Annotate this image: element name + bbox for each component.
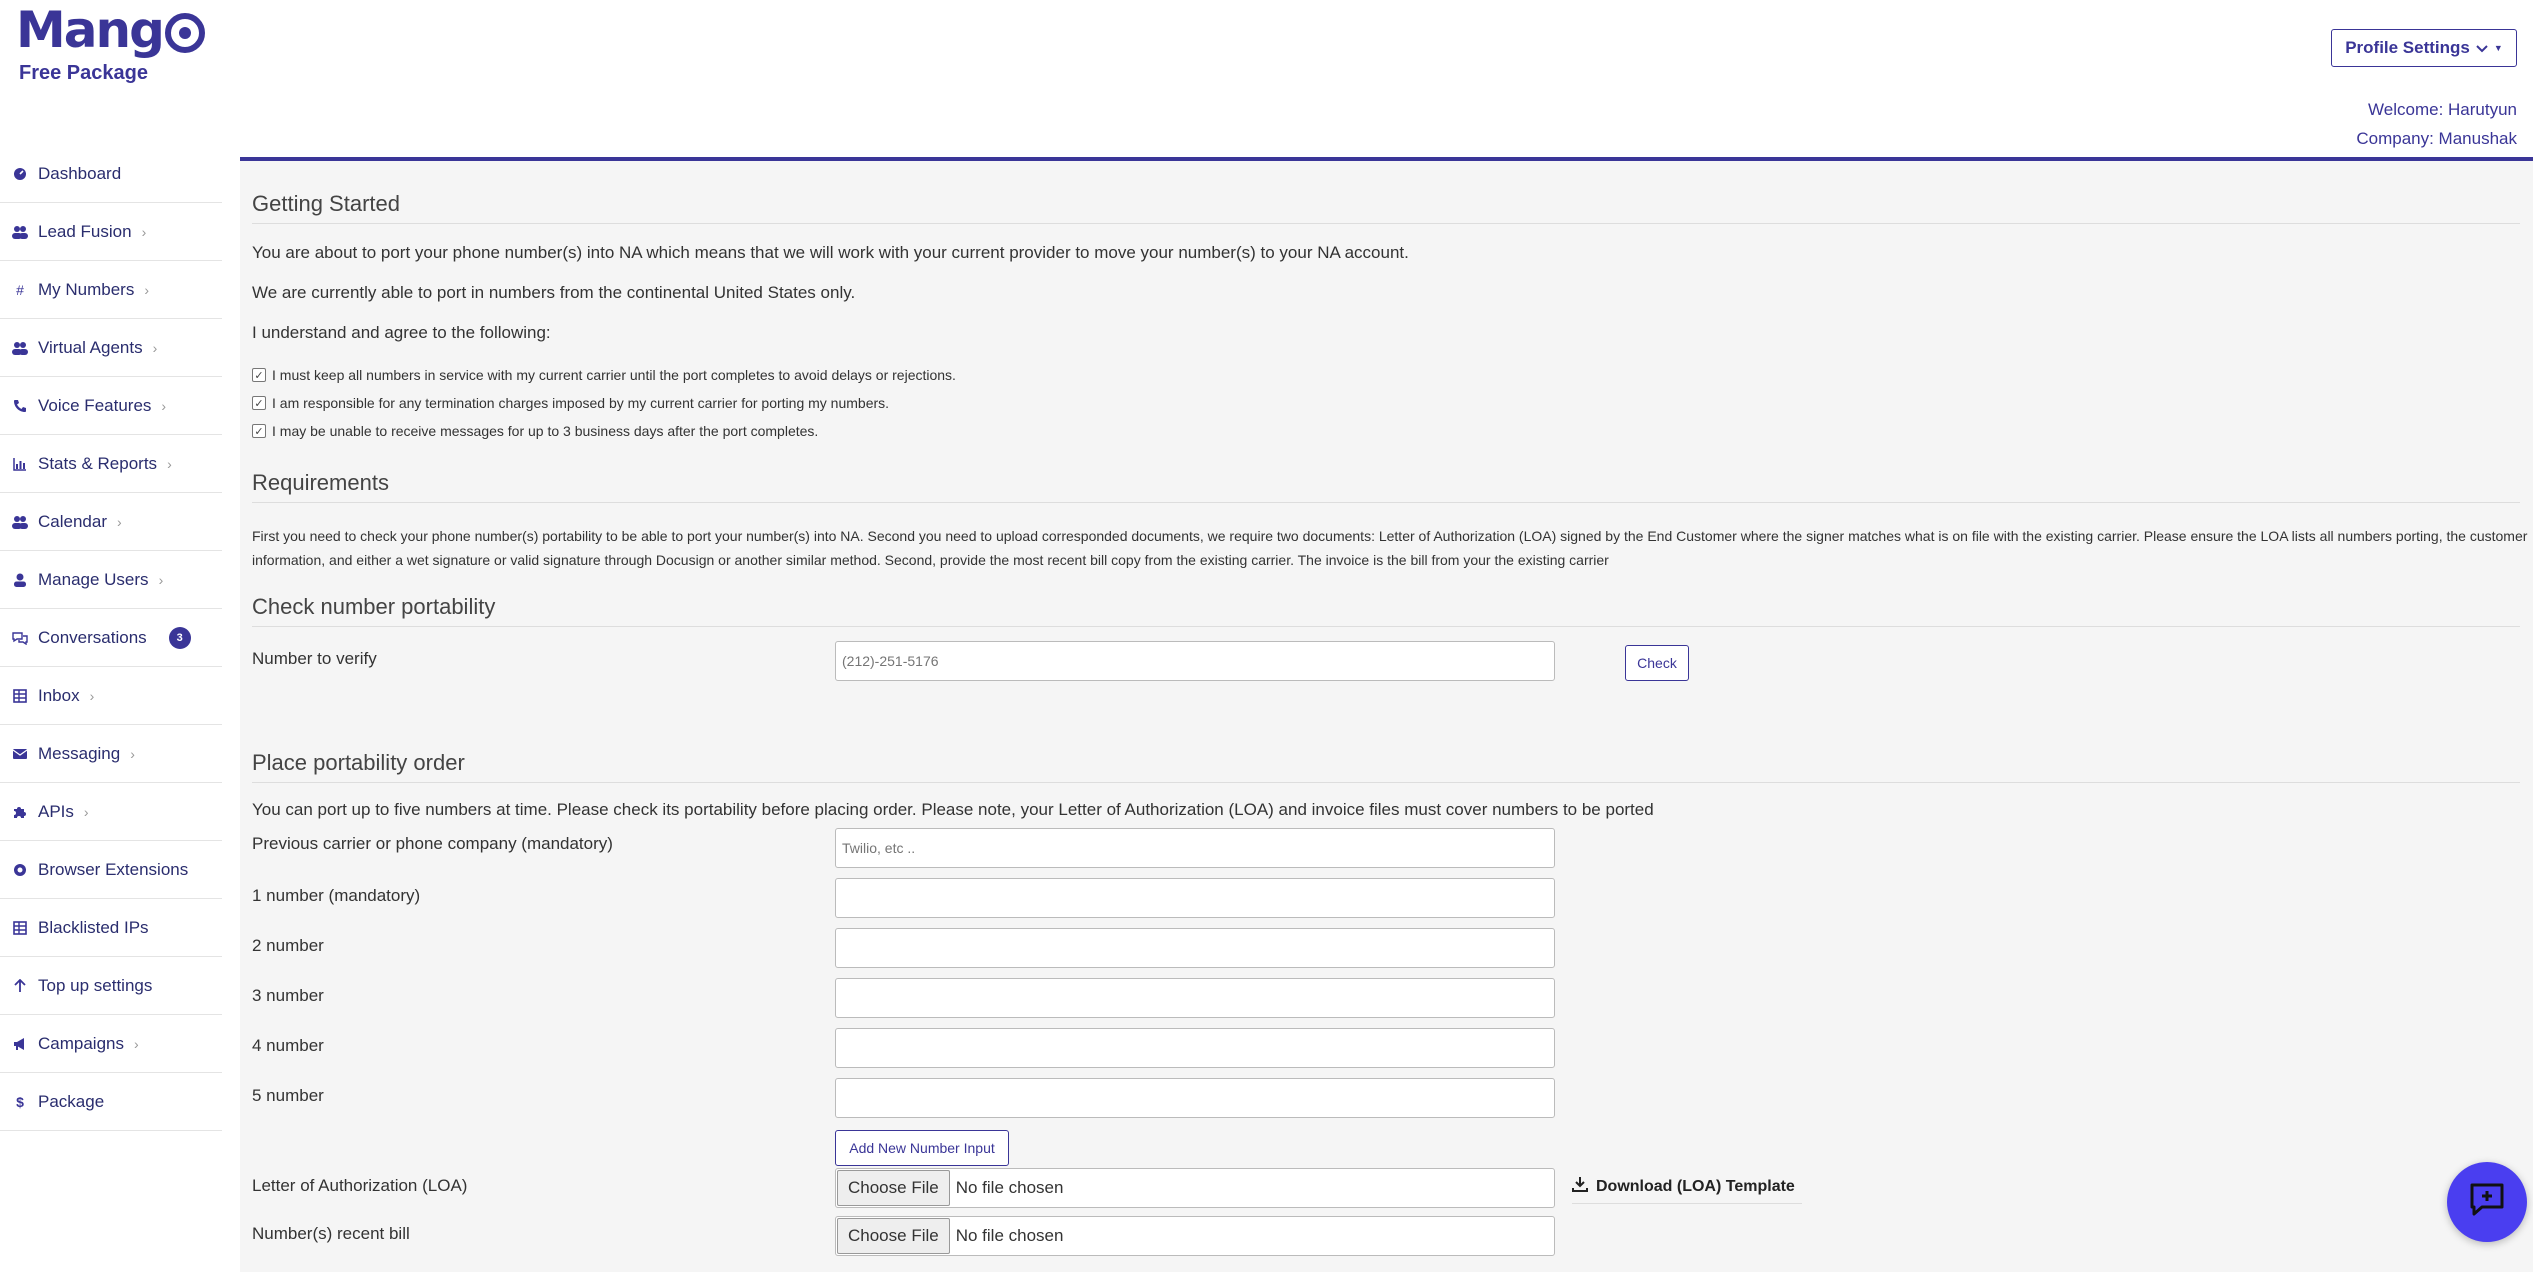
sidebar-item-label: Top up settings — [38, 975, 153, 995]
sidebar-item-label: Calendar — [38, 511, 107, 531]
profile-settings-label: Profile Settings — [2345, 38, 2470, 57]
us-only-paragraph: We are currently able to port in numbers from the continental United States only. — [252, 283, 856, 302]
sidebar-item-label: Lead Fusion — [38, 221, 132, 241]
sidebar-item-label: Manage Users — [38, 569, 149, 589]
chat-icon — [12, 630, 28, 646]
bill-choose-file-button[interactable]: Choose File — [837, 1218, 950, 1254]
logo-o-icon — [165, 13, 205, 53]
number-row-4 — [252, 1028, 2052, 1068]
agree-list — [252, 361, 956, 445]
loa-choose-file-button[interactable]: Choose File — [837, 1170, 950, 1206]
getting-started-title: Getting Started — [252, 191, 2520, 224]
sidebar-item-my-numbers[interactable] — [0, 261, 222, 319]
user-icon — [12, 572, 28, 588]
package-name: Free Package — [19, 62, 148, 84]
main-content — [240, 157, 2533, 1272]
download-loa-template-link[interactable] — [1572, 1176, 1802, 1204]
sidebar-item-label: Virtual Agents — [38, 337, 143, 357]
bill-file-input[interactable] — [835, 1216, 1555, 1256]
sidebar-item-label: Blacklisted IPs — [38, 917, 149, 937]
number-label: 2 number — [252, 936, 324, 955]
download-label: Download (LOA) Template — [1596, 1177, 1795, 1195]
sidebar-item-stats-reports[interactable] — [0, 435, 222, 493]
dashboard-icon — [12, 166, 28, 182]
checkbox-checked[interactable]: ✓ — [252, 424, 266, 438]
bill-row — [252, 1216, 2052, 1256]
sidebar-item-label: Campaigns — [38, 1033, 124, 1053]
number-label: 4 number — [252, 1036, 324, 1055]
chevron-right-icon: › — [134, 1035, 139, 1052]
check-button[interactable]: Check — [1625, 645, 1689, 681]
phone-icon — [12, 398, 28, 414]
brand — [16, 2, 205, 85]
carrier-row — [252, 828, 2052, 868]
number-input-3[interactable] — [835, 978, 1555, 1018]
number-input-2[interactable] — [835, 928, 1555, 968]
chevron-right-icon: › — [152, 339, 158, 356]
chart-icon — [12, 456, 28, 472]
check-portability-title: Check number portability — [252, 594, 2520, 627]
number-row-3 — [252, 978, 2052, 1018]
place-order-title: Place portability order — [252, 750, 2520, 783]
chevron-right-icon: › — [141, 223, 147, 240]
dollar-icon: $ — [16, 1093, 24, 1110]
sidebar-item-virtual-agents[interactable] — [0, 319, 222, 377]
carrier-label: Previous carrier or phone company (mandatory) — [252, 834, 613, 853]
sidebar-item-label: My Numbers — [38, 279, 135, 299]
sidebar-item-calendar[interactable] — [0, 493, 222, 551]
loa-label: Letter of Authorization (LOA) — [252, 1176, 468, 1195]
sidebar-item-label: Voice Features — [38, 395, 152, 415]
sidebar-item-campaigns[interactable] — [0, 1015, 222, 1073]
users-icon — [12, 514, 28, 530]
number-input-4[interactable] — [835, 1028, 1555, 1068]
users-icon — [12, 224, 28, 240]
chat-plus-icon — [2468, 1182, 2506, 1223]
number-row-5 — [252, 1078, 2052, 1118]
caret-down-icon: ▼ — [2493, 43, 2503, 53]
agree-checkbox-row[interactable] — [252, 361, 956, 389]
requirements-title: Requirements — [252, 470, 2520, 503]
chevron-down-icon — [2476, 38, 2488, 58]
sidebar-item-label: Stats & Reports — [38, 453, 158, 473]
sidebar — [0, 145, 222, 1131]
sidebar-item-dashboard[interactable] — [0, 145, 222, 203]
intro-paragraph: You are about to port your phone number(s) into NA which means that we will work with your current provider to move your number(s) to your NA account. — [252, 243, 1409, 262]
sidebar-item-label: Browser Extensions — [38, 859, 189, 879]
download-icon — [1572, 1176, 1588, 1197]
checkbox-checked[interactable]: ✓ — [252, 368, 266, 382]
envelope-icon — [12, 746, 28, 762]
add-number-input-button[interactable]: Add New Number Input — [835, 1130, 1009, 1166]
agree-checkbox-row[interactable] — [252, 417, 956, 445]
sidebar-item-label: Dashboard — [38, 163, 122, 183]
chevron-right-icon: › — [161, 397, 167, 414]
table-icon — [12, 688, 28, 704]
number-label: 3 number — [252, 986, 324, 1005]
carrier-input[interactable] — [835, 828, 1555, 868]
loa-file-status: No file chosen — [955, 1178, 1064, 1197]
agree-text: I may be unable to receive messages for up to 3 business days after the port completes. — [272, 423, 819, 439]
sidebar-item-manage-users[interactable] — [0, 551, 222, 609]
chevron-right-icon: › — [130, 745, 135, 762]
sidebar-item-apis[interactable] — [0, 783, 222, 841]
loa-row — [252, 1168, 2052, 1208]
sidebar-item-lead-fusion[interactable] — [0, 203, 222, 261]
company-text: Company: Manushak — [2356, 129, 2517, 148]
chevron-right-icon: › — [144, 281, 150, 298]
sidebar-item-conversations[interactable] — [0, 609, 222, 667]
sidebar-item-browser-extensions[interactable] — [0, 841, 222, 899]
number-row-2 — [252, 928, 2052, 968]
user-info — [2356, 95, 2517, 153]
table-icon — [12, 920, 28, 936]
bill-label: Number(s) recent bill — [252, 1224, 410, 1243]
agree-paragraph: I understand and agree to the following: — [252, 323, 551, 342]
chevron-right-icon: › — [117, 513, 122, 530]
chevron-right-icon: › — [158, 571, 164, 588]
number-label: 5 number — [252, 1086, 324, 1105]
sidebar-item-messaging[interactable] — [0, 725, 222, 783]
puzzle-icon — [12, 804, 28, 820]
megaphone-icon — [12, 1036, 28, 1052]
number-row-1 — [252, 878, 2052, 918]
agree-text: I must keep all numbers in service with my current carrier until the port completes to avoid delays or rejections. — [272, 367, 956, 383]
chevron-right-icon: › — [83, 803, 89, 820]
arrow-up-icon — [12, 978, 28, 994]
chevron-right-icon: › — [89, 687, 95, 704]
chrome-icon — [12, 862, 28, 878]
hash-icon: # — [16, 281, 24, 298]
order-intro: You can port up to five numbers at time. Please check its portability before placing order. Please note, your Letter of Authorization (LOA) and invoice files must cover numbers to be ported — [252, 800, 1654, 819]
bill-file-status: No file chosen — [955, 1226, 1064, 1245]
sidebar-item-label: Messaging — [38, 743, 121, 763]
sidebar-item-label: Conversations — [38, 627, 147, 647]
loa-file-input[interactable] — [835, 1168, 1555, 1208]
chat-widget-button[interactable] — [2447, 1162, 2527, 1242]
number-to-verify-row — [252, 641, 2052, 681]
checkbox-checked[interactable]: ✓ — [252, 396, 266, 410]
sidebar-item-top-up-settings[interactable] — [0, 957, 222, 1015]
sidebar-item-label: APIs — [38, 801, 74, 821]
welcome-text: Welcome: Harutyun — [2368, 100, 2517, 119]
number-to-verify-input[interactable] — [835, 641, 1555, 681]
number-input-5[interactable] — [835, 1078, 1555, 1118]
sidebar-item-inbox[interactable] — [0, 667, 222, 725]
sidebar-item-label: Package — [38, 1091, 105, 1111]
logo[interactable]: Mang — [16, 2, 205, 58]
sidebar-item-package[interactable] — [0, 1073, 222, 1131]
number-label: 1 number (mandatory) — [252, 886, 421, 905]
profile-settings-button[interactable] — [2331, 29, 2517, 67]
number-input-1[interactable] — [835, 878, 1555, 918]
requirements-text: First you need to check your phone number(s) portability to be able to port your number(s) into NA. Second you need to upload corresponded documents, we require two documents: Letter of Authorization (LOA) signed by the End Customer where the signer matches what is on file with the existing carrier. Please ensure the LOA lists all numbers porting, the customer information, and either a wet signature or valid signature through Docusign or another similar method. Second, provide the most recent bill copy from the existing carrier. The invoice is the bill from your the existing carrier — [252, 528, 2528, 568]
agree-checkbox-row[interactable] — [252, 389, 956, 417]
sidebar-item-label: Inbox — [38, 685, 80, 705]
sidebar-item-blacklisted-ips[interactable] — [0, 899, 222, 957]
number-to-verify-label: Number to verify — [252, 649, 377, 668]
users-icon — [12, 340, 28, 356]
unread-count-badge: 3 — [169, 627, 191, 649]
sidebar-item-voice-features[interactable] — [0, 377, 222, 435]
agree-text: I am responsible for any termination charges imposed by my current carrier for porting my numbers. — [272, 395, 890, 411]
chevron-right-icon: › — [167, 455, 172, 472]
